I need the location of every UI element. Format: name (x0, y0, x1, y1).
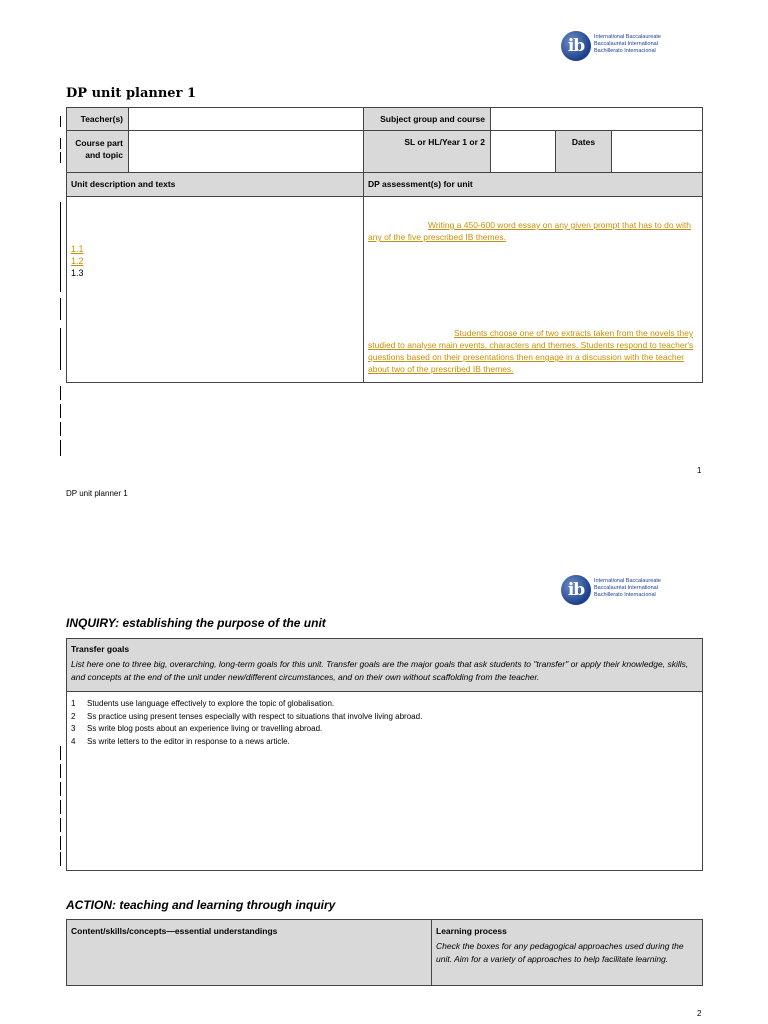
ib-logo (561, 575, 681, 611)
change-bar (60, 138, 61, 149)
content-skills-cell (66, 919, 432, 986)
teachers-label-cell (66, 107, 129, 131)
action-title: ACTION: teaching and learning through inquiry (66, 898, 336, 912)
change-bar (60, 852, 61, 866)
dates-label-cell (555, 130, 612, 173)
change-bar (60, 152, 61, 163)
teachers-label: Teacher(s) (80, 114, 123, 124)
logo-line-2: Baccalauréat International (594, 585, 658, 591)
change-bar (60, 298, 61, 320)
change-bar (60, 782, 61, 796)
dates-label: Dates (571, 137, 596, 147)
goal-text: Students use language effectively to explore the topic of globalisation. (87, 699, 335, 708)
goal-text: Ss practice using present tenses especially with respect to situations that involve living abroad. (87, 711, 423, 721)
goal-number: 1 (71, 699, 76, 708)
transfer-goals-cell[interactable] (66, 691, 703, 871)
subject-field[interactable] (490, 107, 703, 131)
goal-item (71, 698, 422, 711)
goal-text: Ss write letters to the editor in response to a news article. (87, 736, 290, 746)
change-bar (60, 202, 61, 292)
learning-process-cell (431, 919, 703, 986)
sl-hl-label: SL or HL/Year 1 or 2 (404, 137, 485, 147)
change-bar (60, 836, 61, 850)
change-bar (60, 764, 61, 778)
change-bar (60, 386, 61, 400)
subject-label-cell (363, 107, 491, 131)
goal-number: 2 (71, 711, 76, 721)
course-part-label-cell (66, 130, 129, 173)
goal-number: 3 (71, 724, 76, 733)
goals-list (71, 698, 422, 748)
transfer-goals-label: Transfer goals (71, 644, 130, 654)
page-number: 2 (697, 1009, 702, 1018)
logo-line-1: International Baccalaureate (594, 34, 661, 40)
logo-line-1: International Baccalaureate (594, 578, 661, 584)
content-skills-label: Content/skills/concepts—essential understandings (71, 926, 278, 936)
transfer-goals-header (66, 638, 703, 692)
change-bar (60, 818, 61, 832)
transfer-goals-description: List here one to three big, overarching, long-term goals for this unit. Transfer goals are the major goals that ask students to "transfer" or apply their knowledge, skills, and concepts at the end of the unit under new/different circumstances, and on their own without scaffolding from the teacher. (71, 659, 689, 682)
goal-item (71, 711, 422, 724)
course-part-field[interactable] (128, 130, 364, 173)
change-bar (60, 746, 61, 760)
assessment-header (363, 172, 703, 197)
goal-number: 4 (71, 736, 76, 746)
ib-logo-mark: ib (561, 31, 591, 61)
page-number: 1 (697, 466, 702, 475)
unit-item: 1.3 (71, 268, 84, 278)
logo-line-3: Bachillerato Internacional (594, 48, 656, 54)
running-header: DP unit planner 1 (66, 489, 128, 498)
unit-item: 1.2 (71, 256, 84, 266)
sl-hl-field[interactable] (490, 130, 556, 173)
logo-line-3: Bachillerato Internacional (594, 592, 656, 598)
change-bar (60, 328, 61, 370)
dates-field[interactable] (611, 130, 703, 173)
subject-label: Subject group and course (380, 114, 485, 124)
logo-line-2: Baccalauréat International (594, 41, 658, 47)
unit-description-label: Unit description and texts (71, 179, 176, 189)
ib-logo-mark: ib (561, 575, 591, 605)
change-bar (60, 116, 61, 127)
course-part-label: Course part and topic (75, 138, 123, 160)
ib-logo (561, 31, 681, 67)
unit-description-header (66, 172, 364, 197)
teachers-field[interactable] (128, 107, 364, 131)
assessment-text-1: Writing a 450-600 word essay on any given prompt that has to do with any of the five prescribed IB themes. (368, 220, 692, 242)
goal-item (71, 736, 422, 749)
change-bar (60, 404, 61, 418)
page-title: DP unit planner 1 (66, 86, 196, 101)
change-bar (60, 422, 61, 436)
goal-text: Ss write blog posts about an experience living or travelling abroad. (87, 724, 323, 733)
assessment-text-2: Students choose one of two extracts taken from the novels they studied to analyse main events, characters and themes. Students respond to teacher's questions based on their presentations then engage in a discussion with the teacher about two of the prescribed IB themes. (368, 328, 694, 374)
learning-process-label: Learning process (436, 926, 507, 936)
change-bar (60, 440, 61, 456)
assessment-label: DP assessment(s) for unit (368, 179, 473, 189)
learning-process-description: Check the boxes for any pedagogical approaches used during the unit. Aim for a variety of approaches to help facilitate learning. (436, 941, 684, 964)
sl-hl-label-cell (363, 130, 491, 173)
change-bar (60, 800, 61, 814)
inquiry-title: INQUIRY: establishing the purpose of the unit (66, 616, 326, 630)
goal-item (71, 723, 422, 736)
assessment-cell[interactable] (363, 196, 703, 383)
unit-item: 1.1 (71, 244, 84, 254)
unit-description-cell[interactable] (66, 196, 364, 383)
